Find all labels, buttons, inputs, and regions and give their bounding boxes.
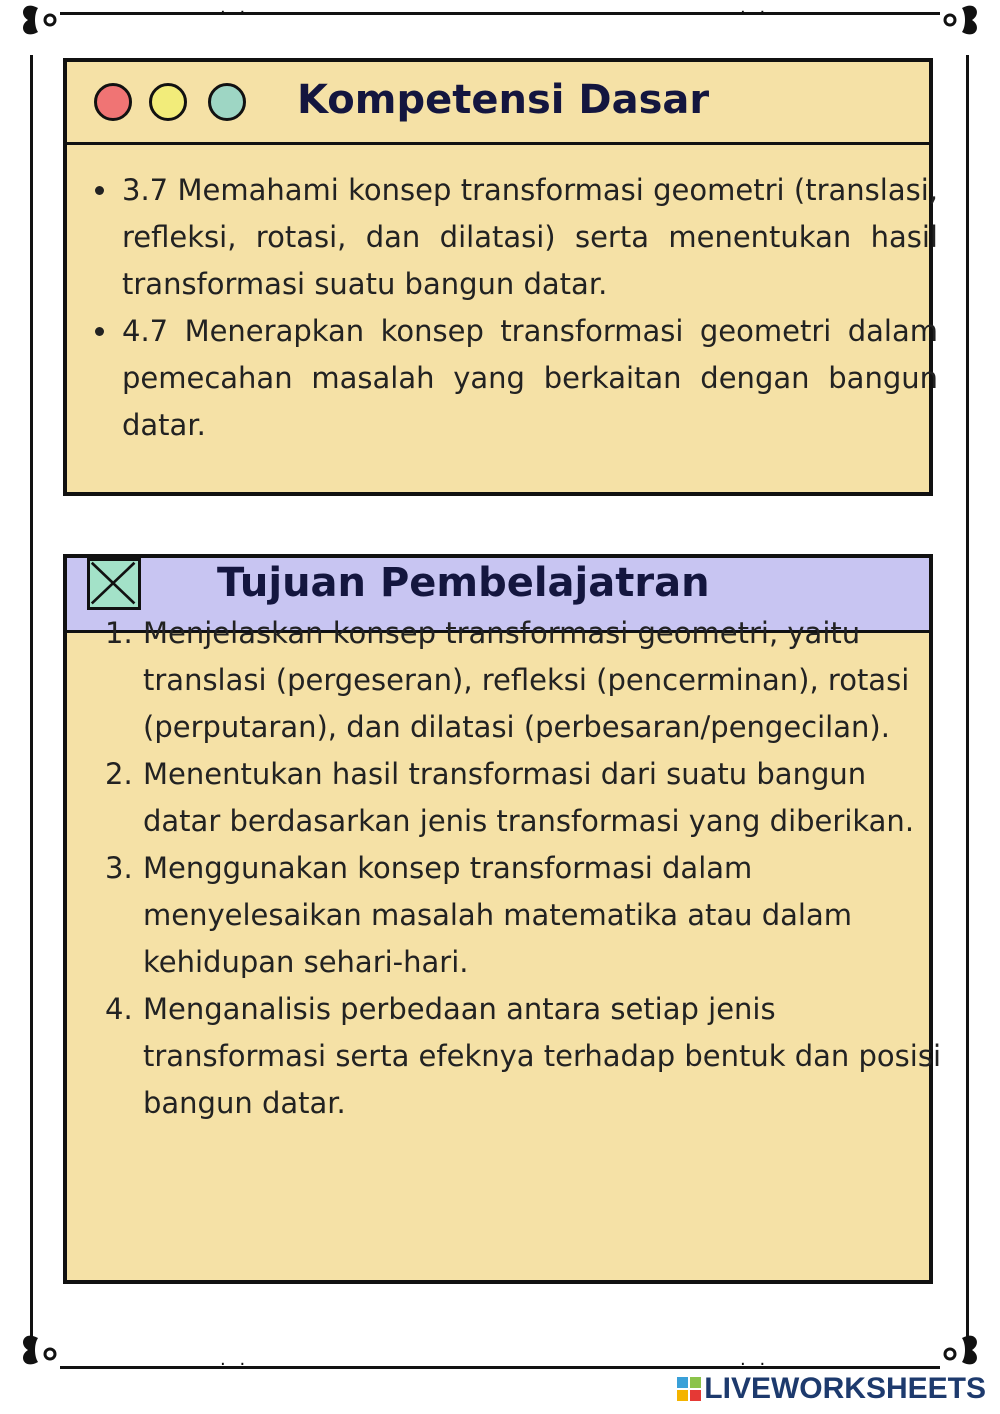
corner-ornament-bottom-right xyxy=(938,1330,986,1378)
tujuan-item-text: Menganalisis perbedaan antara setiap jenis transformasi serta efeknya terhadap bentuk dan posisi bangun datar. xyxy=(143,992,942,1120)
corner-ornament-top-left xyxy=(14,0,62,48)
liveworksheets-logo[interactable] xyxy=(677,1372,986,1406)
tujuan-item xyxy=(105,845,943,986)
checkbox-x-icon xyxy=(87,558,141,610)
tujuan-item xyxy=(105,986,943,1127)
tujuan-item-number: 3. xyxy=(105,851,133,885)
liveworksheets-text: LIVEWORKSHEETS xyxy=(704,1372,986,1405)
frame-top-line xyxy=(60,12,940,15)
tujuan-pembelajaran-card xyxy=(63,554,942,1284)
tujuan-item-text: Menjelaskan konsep transformasi geometri, yaitu translasi (pergeseran), refleksi (pencerminan), rotasi (perputaran), dan dilatasi (perbesaran/pengecilan). xyxy=(143,616,910,744)
frame-left-line xyxy=(30,55,33,1355)
kompetensi-dasar-list xyxy=(84,167,938,449)
tujuan-item xyxy=(105,610,943,751)
yellow-dot-icon xyxy=(149,83,187,121)
tujuan-item-number: 1. xyxy=(105,616,133,650)
liveworksheets-icon xyxy=(677,1377,701,1401)
kompetensi-dasar-header xyxy=(67,62,929,145)
kompetensi-dasar-title: Kompetensi Dasar xyxy=(297,77,710,123)
tujuan-item-number: 2. xyxy=(105,757,133,791)
frame-dots-top-left: · · xyxy=(220,2,250,23)
teal-dot-icon xyxy=(208,83,246,121)
frame-bottom-line xyxy=(60,1366,940,1369)
tujuan-item xyxy=(105,751,943,845)
red-dot-icon xyxy=(94,83,132,121)
frame-dots-bottom-right: · · xyxy=(740,1354,770,1375)
tujuan-item-text: Menggunakan konsep transformasi dalam menyelesaikan masalah matematika atau dalam kehidupan sehari-hari. xyxy=(143,851,853,979)
kompetensi-dasar-card xyxy=(63,58,938,496)
tujuan-pembelajaran-title: Tujuan Pembelajatran xyxy=(217,560,710,606)
tujuan-item-text: Menentukan hasil transformasi dari suatu bangun datar berdasarkan jenis transformasi yang diberikan. xyxy=(143,757,915,838)
frame-dots-top-right: · · xyxy=(740,2,770,23)
frame-right-line xyxy=(966,55,969,1355)
kompetensi-item: • 4.7 Menerapkan konsep transformasi geometri dalam pemecahan masalah yang berkaitan dengan bangun datar. xyxy=(120,308,938,449)
kompetensi-item: • 3.7 Memahami konsep transformasi geometri (translasi, refleksi, rotasi, dan dilatasi) serta menentukan hasil transformasi suatu bangun datar. xyxy=(120,167,938,308)
frame-dots-bottom-left: · · xyxy=(220,1354,250,1375)
corner-ornament-bottom-left xyxy=(14,1330,62,1378)
corner-ornament-top-right xyxy=(938,0,986,48)
tujuan-pembelajaran-list xyxy=(103,610,943,1127)
tujuan-item-number: 4. xyxy=(105,992,133,1026)
